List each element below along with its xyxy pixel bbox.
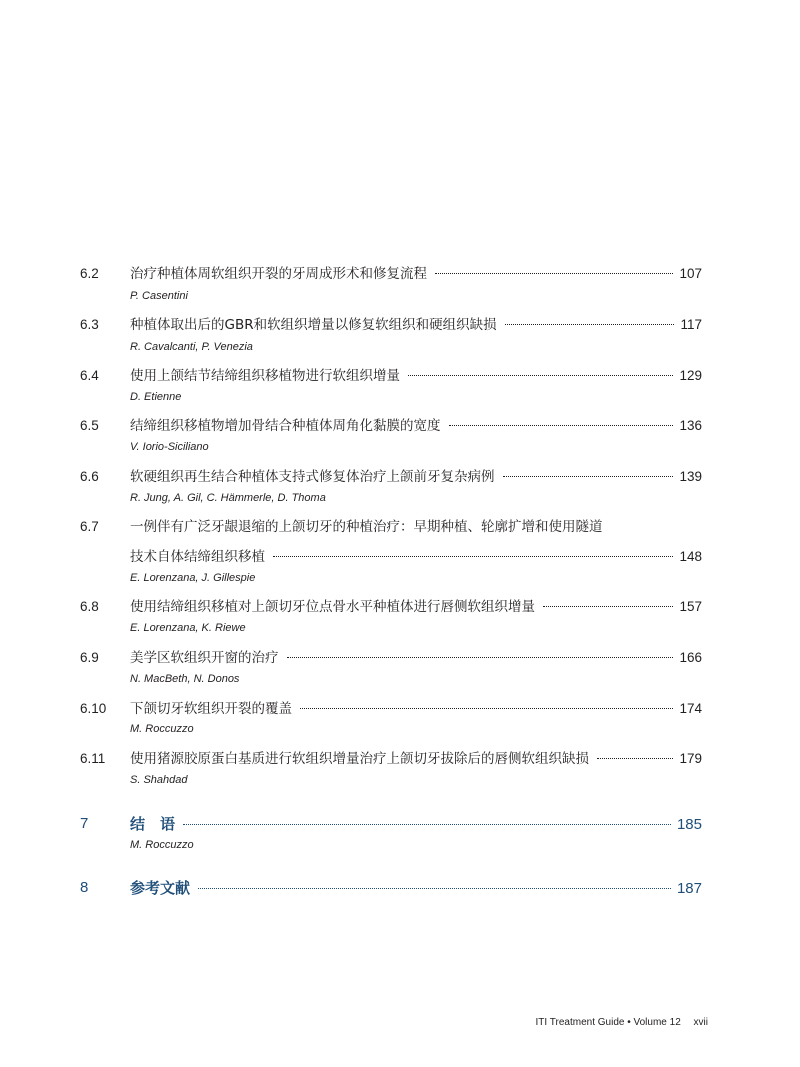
section-number: 6.5: [80, 418, 99, 433]
chapter-title: 参考文献: [130, 879, 191, 897]
section-number: 6.11: [80, 751, 106, 766]
chapter-author: M. Roccuzzo: [130, 839, 194, 851]
section-title: 下颌切牙软组织开裂的覆盖: [130, 701, 292, 717]
section-author: M. Roccuzzo: [130, 723, 194, 735]
chapter-title-row: [130, 815, 702, 834]
section-title: 使用上颌结节结缔组织移植物进行软组织增量: [130, 368, 400, 384]
chapter-number: 8: [80, 879, 89, 896]
page-number: 148: [679, 549, 702, 564]
section-title-row: [130, 750, 702, 768]
page-number: 117: [680, 317, 702, 332]
section-author: E. Lorenzana, J. Gillespie: [130, 572, 256, 584]
section-title-row: [130, 265, 702, 283]
page-number: 139: [679, 469, 702, 484]
page-number: 129: [679, 368, 702, 383]
chapter-title: 结 语: [130, 815, 176, 833]
section-title-row: [130, 316, 702, 334]
section-author: E. Lorenzana, K. Riewe: [130, 622, 246, 634]
page-number: 157: [679, 599, 702, 614]
page-number: 179: [679, 751, 702, 766]
section-title-row: [130, 417, 702, 435]
section-title-row: [130, 649, 702, 667]
page-number: 166: [679, 650, 702, 665]
section-author: R. Cavalcanti, P. Venezia: [130, 341, 253, 353]
section-number: 6.6: [80, 469, 99, 484]
section-title: 使用猪源胶原蛋白基质进行软组织增量治疗上颌切牙拔除后的唇侧软组织缺损: [130, 751, 589, 767]
section-title: 使用结缔组织移植对上颌切牙位点骨水平种植体进行唇侧软组织增量: [130, 599, 535, 615]
section-title: 结缔组织移植物增加骨结合种植体周角化黏膜的宽度: [130, 418, 441, 434]
dot-leader: [503, 476, 674, 477]
dot-leader: [435, 273, 673, 274]
section-title-line1: 一例伴有广泛牙龈退缩的上颌切牙的种植治疗：早期种植、轮廓扩增和使用隧道: [130, 519, 603, 535]
dot-leader: [273, 556, 673, 557]
page-number: 107: [679, 266, 702, 281]
chapter-number: 7: [80, 815, 89, 832]
dot-leader: [449, 425, 674, 426]
section-number: 6.10: [80, 701, 107, 716]
section-number: 6.8: [80, 599, 99, 614]
section-title: 软硬组织再生结合种植体支持式修复体治疗上颌前牙复杂病例: [130, 469, 495, 485]
section-title: 美学区软组织开窗的治疗: [130, 650, 279, 666]
section-author: P. Casentini: [130, 290, 188, 302]
page-footer: [536, 1017, 708, 1029]
dot-leader: [505, 324, 675, 325]
footer-book-title: ITI Treatment Guide • Volume 12: [535, 1017, 681, 1028]
section-number: 6.9: [80, 650, 99, 665]
section-number: 6.2: [80, 266, 99, 281]
page-number: 174: [679, 701, 702, 716]
section-author: R. Jung, A. Gil, C. Hämmerle, D. Thoma: [130, 492, 326, 504]
dot-leader: [198, 888, 671, 889]
section-title-row: [130, 598, 702, 616]
dot-leader: [408, 375, 673, 376]
section-title-row: [130, 468, 702, 486]
footer-page-number: xvii: [693, 1017, 708, 1028]
section-number: 6.4: [80, 368, 99, 383]
dot-leader: [300, 708, 673, 709]
page-number: 185: [676, 816, 702, 833]
section-title: 种植体取出后的GBR和软组织增量以修复软组织和硬组织缺损: [130, 317, 497, 333]
page-number: 136: [679, 418, 702, 433]
dot-leader: [597, 758, 673, 759]
section-title-row: [130, 548, 702, 566]
section-number: 6.3: [80, 317, 99, 332]
dot-leader: [183, 824, 671, 825]
chapter-title-row: [130, 879, 702, 898]
section-author: V. Iorio-Siciliano: [130, 441, 209, 453]
section-title-row: [130, 700, 702, 718]
section-title-row: [130, 367, 702, 385]
section-author: S. Shahdad: [130, 774, 188, 786]
section-author: N. MacBeth, N. Donos: [130, 673, 240, 685]
dot-leader: [287, 657, 674, 658]
section-title: 治疗种植体周软组织开裂的牙周成形术和修复流程: [130, 266, 427, 282]
dot-leader: [543, 606, 673, 607]
section-title: 技术自体结缔组织移植: [130, 549, 265, 565]
section-author: D. Etienne: [130, 391, 182, 403]
section-number: 6.7: [80, 519, 99, 534]
page-number: 187: [676, 880, 702, 897]
